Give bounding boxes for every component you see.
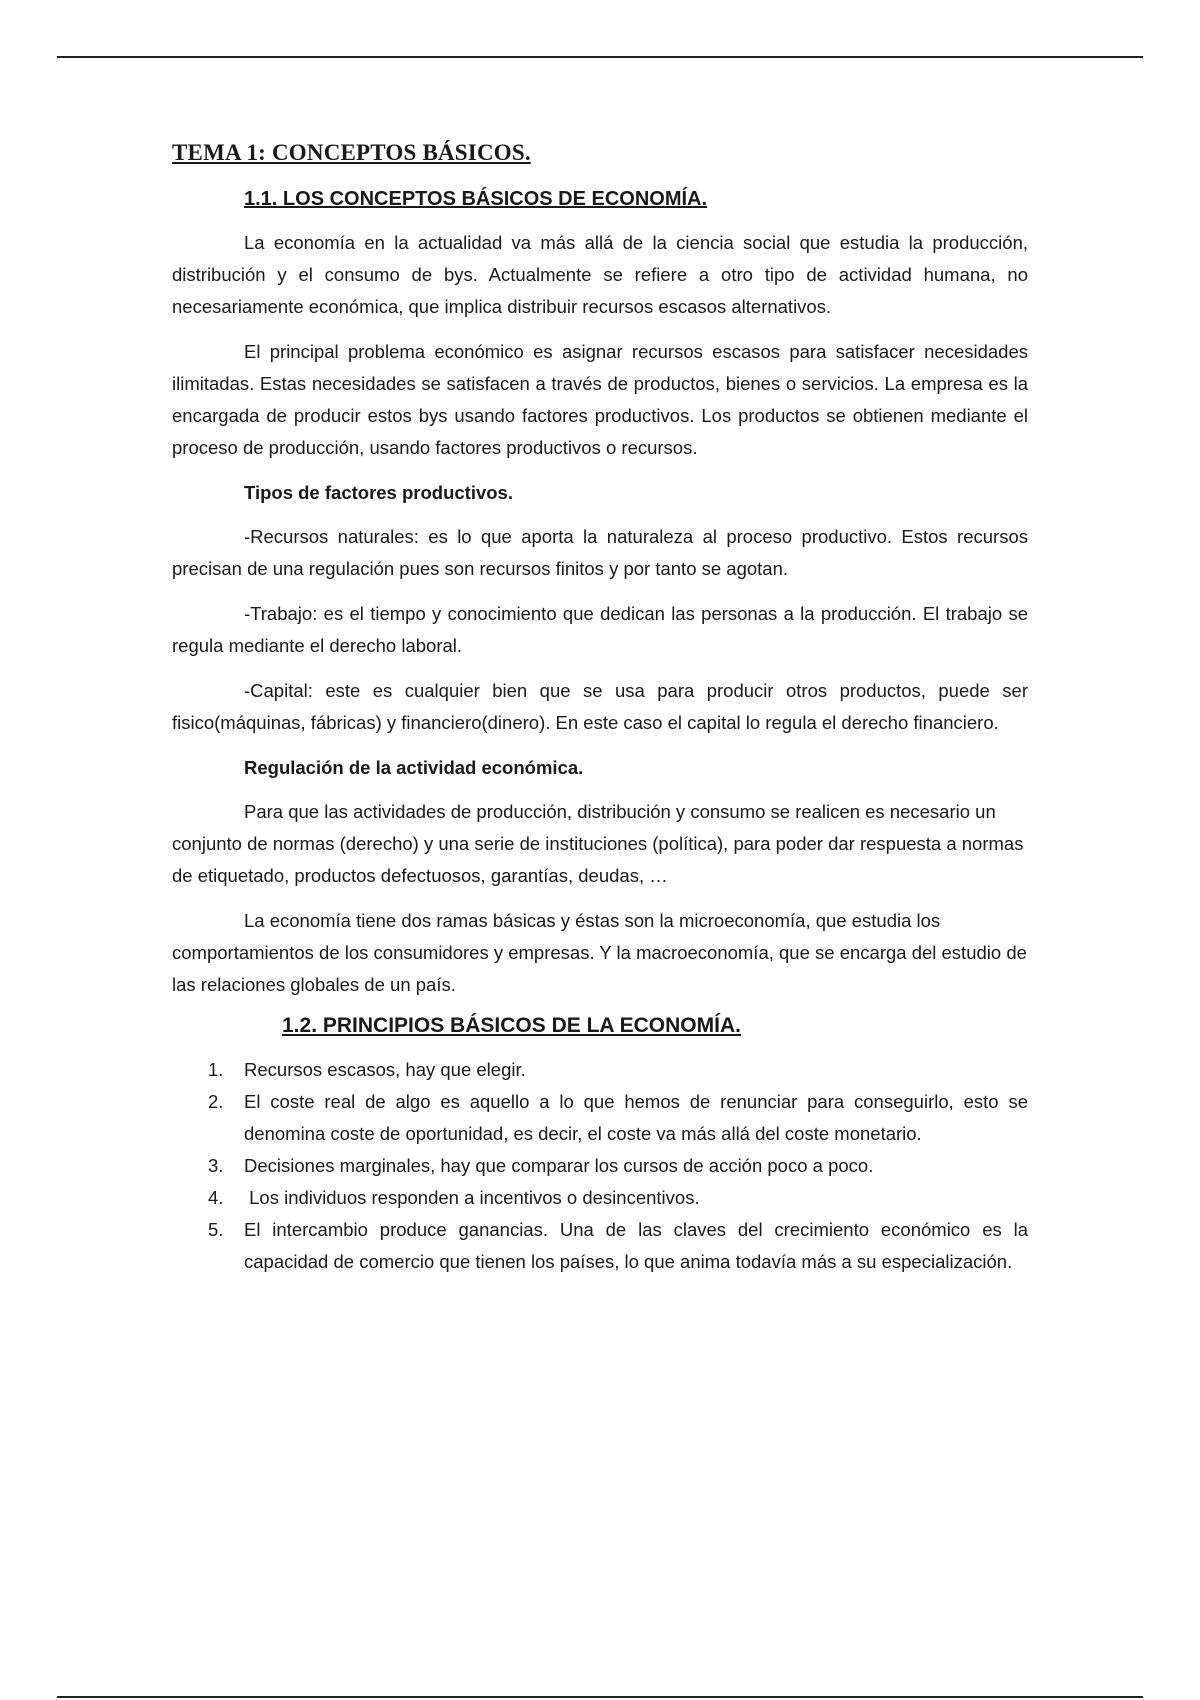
list-number: 3. bbox=[208, 1155, 224, 1176]
section-heading-1-2: 1.2. PRINCIPIOS BÁSICOS DE LA ECONOMÍA. bbox=[282, 1014, 741, 1037]
document-body bbox=[172, 140, 1028, 1278]
list-number: 2. bbox=[208, 1091, 224, 1112]
list-text: El intercambio produce ganancias. Una de las claves del crecimiento económico es la capacidad de comercio que tienen los países, lo que anima todavía más a su especialización. bbox=[244, 1219, 1028, 1272]
list-text: Recursos escasos, hay que elegir. bbox=[244, 1059, 526, 1080]
list-item bbox=[208, 1214, 1028, 1278]
list-text: Los individuos responden a incentivos o desincentivos. bbox=[244, 1187, 700, 1208]
paragraph-recursos-naturales: -Recursos naturales: es lo que aporta la naturaleza al proceso productivo. Estos recursos precisan de una regulación pues son recursos finitos y por tanto se agotan. bbox=[172, 526, 1028, 579]
list-item bbox=[208, 1054, 1028, 1086]
list-item bbox=[208, 1182, 1028, 1214]
list-text: El coste real de algo es aquello a lo que hemos de renunciar para conseguirlo, esto se denomina coste de oportunidad, es decir, el coste va más allá del coste monetario. bbox=[244, 1091, 1028, 1144]
list-item bbox=[208, 1150, 1028, 1182]
list-number: 4. bbox=[208, 1187, 224, 1208]
list-number: 5. bbox=[208, 1219, 224, 1240]
header-rule bbox=[57, 56, 1143, 58]
document-title: TEMA 1: CONCEPTOS BÁSICOS. bbox=[172, 140, 531, 165]
section-heading-1-1: 1.1. LOS CONCEPTOS BÁSICOS DE ECONOMÍA. bbox=[244, 188, 708, 210]
paragraph: La economía tiene dos ramas básicas y éstas son la microeconomía, que estudia los comportamientos de los consumidores y empresas. Y la macroeconomía, que se encarga del estudio de las relaciones globales de un país. bbox=[172, 910, 1027, 995]
list-text: Decisiones marginales, hay que comparar los cursos de acción poco a poco. bbox=[244, 1155, 874, 1176]
paragraph: Para que las actividades de producción, distribución y consumo se realicen es necesario un conjunto de normas (derecho) y una serie de instituciones (política), para poder dar respuesta a normas de etiquetado, productos defectuosos, garantías, deudas, … bbox=[172, 801, 1024, 886]
paragraph: La economía en la actualidad va más allá de la ciencia social que estudia la producción, distribución y el consumo de bys. Actualmente se refiere a otro tipo de actividad humana, no necesariamente económica, que implica distribuir recursos escasos alternativos. bbox=[172, 232, 1028, 317]
list-item bbox=[208, 1086, 1028, 1150]
subheading-factores: Tipos de factores productivos. bbox=[244, 482, 513, 503]
paragraph: El principal problema económico es asignar recursos escasos para satisfacer necesidades ilimitadas. Estas necesidades se satisfacen a través de productos, bienes o servicios. La empresa es la encargada de producir estos bys usando factores productivos. Los productos se obtienen mediante el proceso de producción, usando factores productivos o recursos. bbox=[172, 341, 1028, 458]
paragraph-capital: -Capital: este es cualquier bien que se usa para producir otros productos, puede ser fisico(máquinas, fábricas) y financiero(dinero). En este caso el capital lo regula el derecho financiero. bbox=[172, 680, 1028, 733]
principles-list bbox=[172, 1054, 1028, 1278]
paragraph-trabajo: -Trabajo: es el tiempo y conocimiento que dedican las personas a la producción. El trabajo se regula mediante el derecho laboral. bbox=[172, 603, 1028, 656]
footer-rule bbox=[57, 1696, 1143, 1698]
subheading-regulacion: Regulación de la actividad económica. bbox=[244, 757, 584, 778]
list-number: 1. bbox=[208, 1059, 224, 1080]
